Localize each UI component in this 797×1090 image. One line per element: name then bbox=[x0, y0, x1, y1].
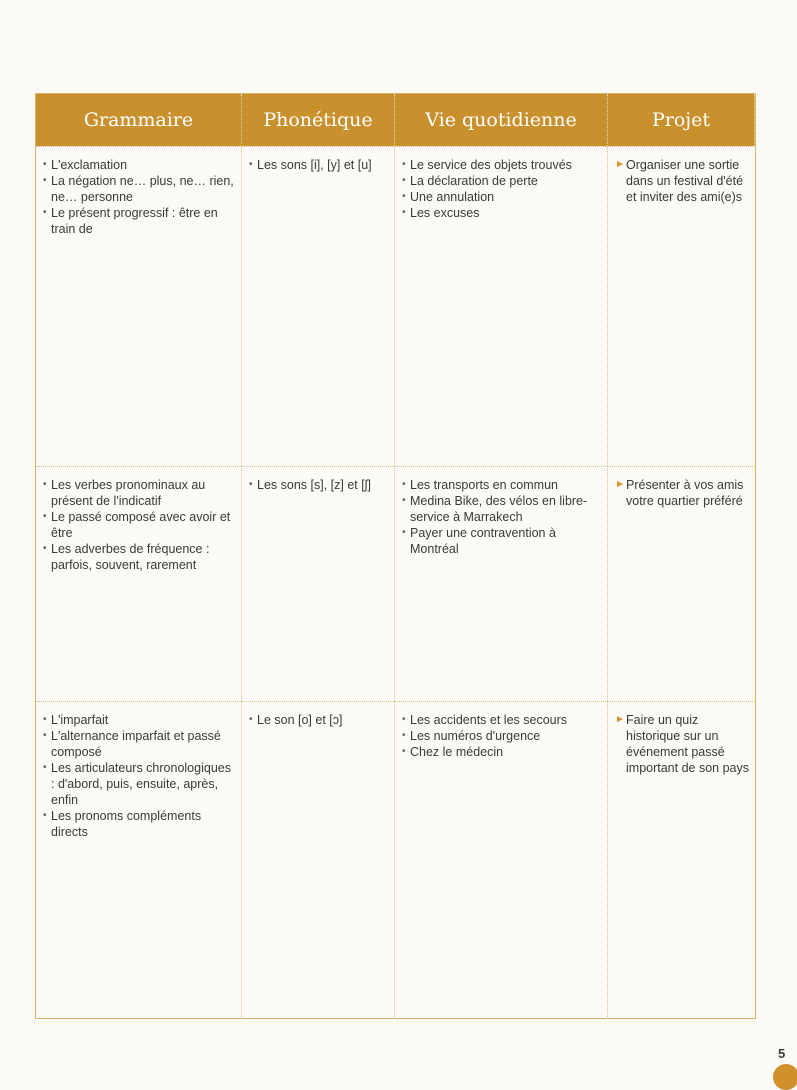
project-item: ► Organiser une sortie dans un festival d'été et inviter des ami(e)s bbox=[615, 157, 749, 205]
list-item: • Le présent progressif : être en train de bbox=[43, 205, 235, 237]
row3-vie-quotidienne bbox=[395, 701, 608, 1019]
list-item: • Les articulateurs chronologiques : d'abord, puis, ensuite, après, enfin bbox=[43, 760, 235, 808]
row2-projet bbox=[608, 466, 755, 701]
row3-projet bbox=[608, 701, 755, 1019]
list-item: • Les transports en commun bbox=[402, 477, 601, 493]
project-item: ► Faire un quiz historique sur un événement passé important de son pays bbox=[615, 712, 749, 776]
row2-grammaire bbox=[36, 466, 242, 701]
row1-vie-quotidienne bbox=[395, 146, 608, 466]
header-projet: Projet bbox=[608, 94, 755, 146]
list-item: • Chez le médecin bbox=[402, 744, 601, 760]
header-phonetique: Phonétique bbox=[242, 94, 395, 146]
list-item: • L'exclamation bbox=[43, 157, 235, 173]
list-item: • Les excuses bbox=[402, 205, 601, 221]
row3-grammaire bbox=[36, 701, 242, 1019]
list-item: • L'alternance imparfait et passé composé bbox=[43, 728, 235, 760]
row1-projet bbox=[608, 146, 755, 466]
row2-phonetique bbox=[242, 466, 395, 701]
program-table bbox=[35, 93, 756, 1019]
page-number: 5 bbox=[778, 1046, 786, 1061]
row2-vie-quotidienne bbox=[395, 466, 608, 701]
list-item: • Les sons [i], [y] et [u] bbox=[249, 157, 388, 173]
list-item: • Le passé composé avec avoir et être bbox=[43, 509, 235, 541]
list-item: • La déclaration de perte bbox=[402, 173, 601, 189]
row3-phonetique bbox=[242, 701, 395, 1019]
row1-grammaire bbox=[36, 146, 242, 466]
list-item: • L'imparfait bbox=[43, 712, 235, 728]
project-item: ► Présenter à vos amis votre quartier préféré bbox=[615, 477, 749, 509]
header-vie-quotidienne: Vie quotidienne bbox=[395, 94, 608, 146]
list-item: • Les numéros d'urgence bbox=[402, 728, 601, 744]
page-tab-dot bbox=[773, 1064, 797, 1090]
list-item: • Les adverbes de fréquence : parfois, souvent, rarement bbox=[43, 541, 235, 573]
list-item: • Les sons [s], [z] et [ʃ] bbox=[249, 477, 388, 493]
header-grammaire: Grammaire bbox=[36, 94, 242, 146]
list-item: • Une annulation bbox=[402, 189, 601, 205]
list-item: • Les accidents et les secours bbox=[402, 712, 601, 728]
row1-phonetique bbox=[242, 146, 395, 466]
list-item: • La négation ne… plus, ne… rien, ne… personne bbox=[43, 173, 235, 205]
list-item: • Les pronoms compléments directs bbox=[43, 808, 235, 840]
list-item: • Payer une contravention à Montréal bbox=[402, 525, 601, 557]
list-item: • Les verbes pronominaux au présent de l'indicatif bbox=[43, 477, 235, 509]
list-item: • Le son [o] et [ɔ] bbox=[249, 712, 388, 728]
list-item: • Medina Bike, des vélos en libre-service à Marrakech bbox=[402, 493, 601, 525]
list-item: • Le service des objets trouvés bbox=[402, 157, 601, 173]
